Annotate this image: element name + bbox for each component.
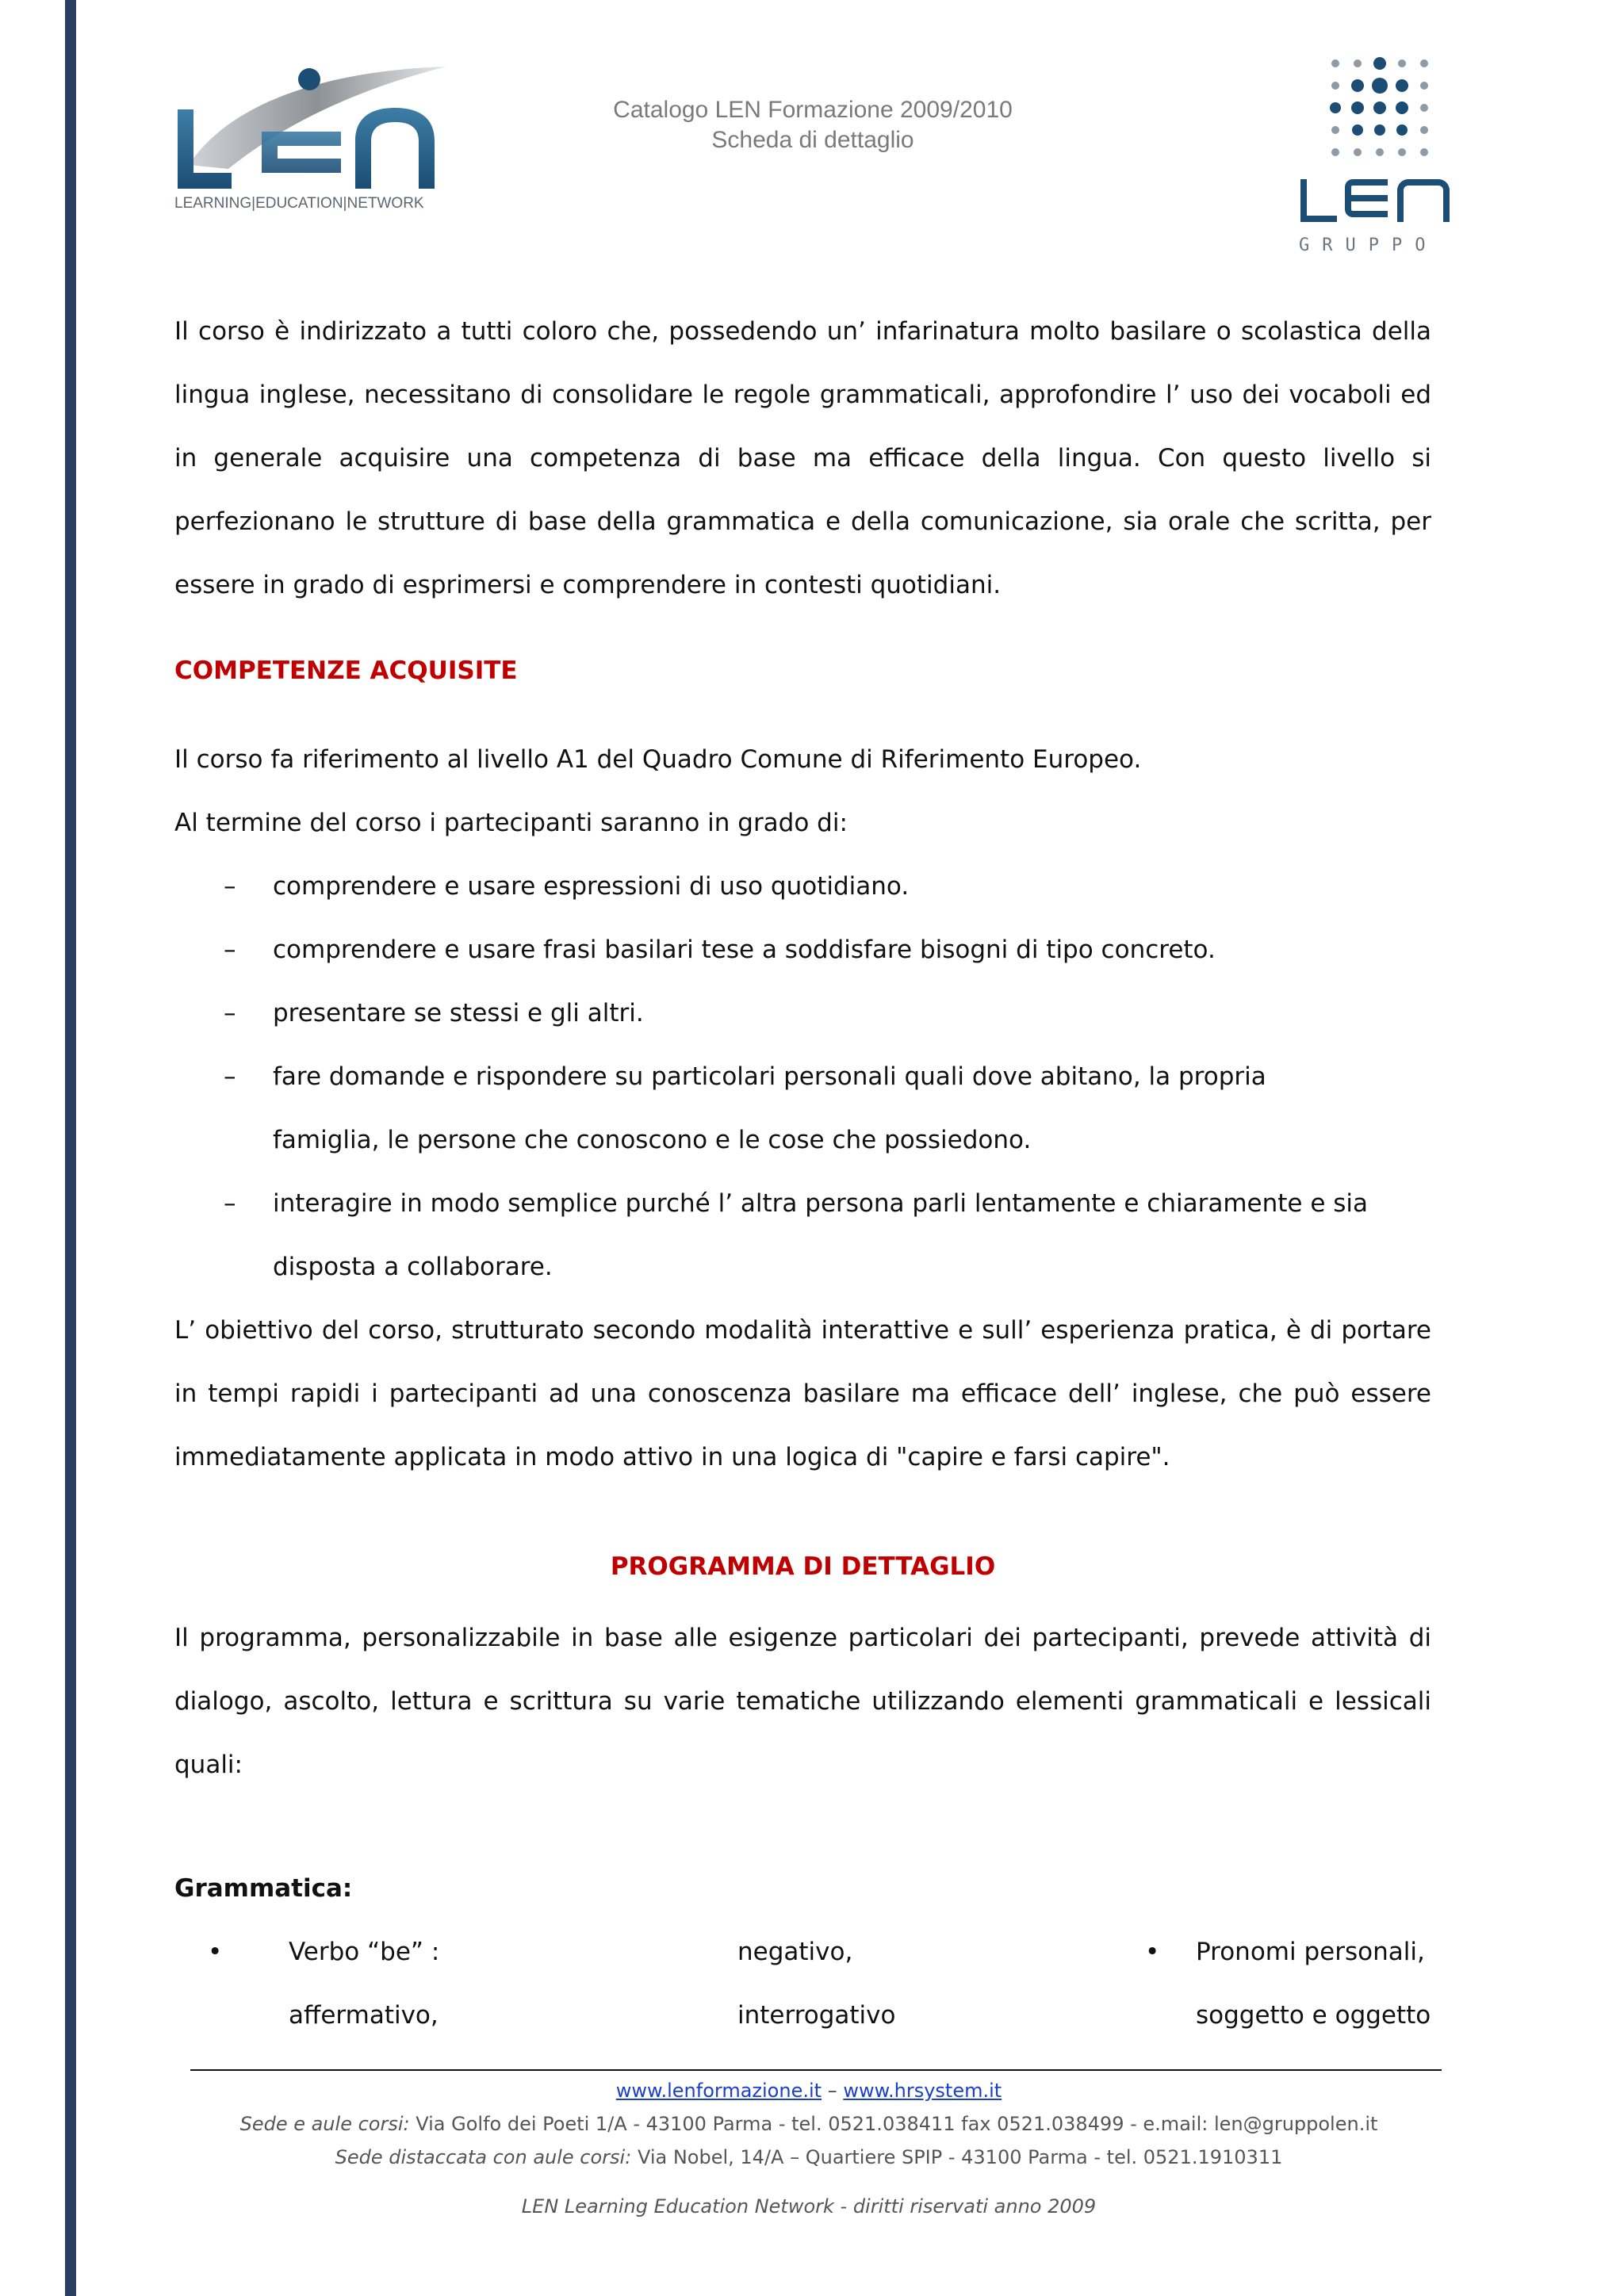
bullet-icon: • xyxy=(1145,1938,1160,1966)
catalog-subtitle: Scheda di dettaglio xyxy=(711,127,914,153)
competenze-heading: COMPETENZE ACQUISITE xyxy=(174,656,518,685)
list-item: – comprendere e usare espressioni di uso quotidiano. xyxy=(224,872,910,901)
copyright: LEN Learning Education Network - diritti riservati anno 2009 xyxy=(521,2195,1097,2218)
competenze-intro: Al termine del corso i partecipanti saranno in grado di: xyxy=(174,809,848,837)
footer-divider xyxy=(190,2069,1442,2071)
course-detail-content xyxy=(174,300,1431,2047)
sede-distaccata-line: Sede distaccata con aule corsi: Via Nobel, 14/A – Quartiere SPIP - 43100 Parma - tel. 0521.1910311 xyxy=(335,2146,1283,2168)
len-logo xyxy=(173,62,458,212)
obiettivo-paragraph: L’ obiettivo del corso, strutturato secondo modalità interattive e sull’ esperienza pratica, è di portare in tempi rapidi i partecipanti ad una conoscenza basilare ma efficace dell’ inglese, che può essere immediatamente applicata in modo attivo in una logica di "capire e farsi capire". xyxy=(174,1316,1431,1471)
intro-paragraph: Il corso è indirizzato a tutti coloro che, possedendo un’ infarinatura molto basilare o scolastica della lingua inglese, necessitano di consolidare le regole grammaticali, approfondire l’ uso dei vocaboli ed in generale acquisire una competenza di base ma efficace della lingua. Con questo livello si perfezionano le strutture di base della grammatica e della comunicazione, sia orale che scritta, per essere in grado di esprimersi e comprendere in contesti quotidiani. xyxy=(174,317,1431,599)
len-gruppo-sub: GRUPPO xyxy=(1299,235,1438,255)
page-footer: www.lenformazione.it – www.hrsystem.it Sede e aule corsi: Via Golfo dei Poeti 1/A - 43100 Parma - tel. 0521.038411 fax 0521.038499 - e.mail: len@gruppolen.it Sede distaccata con aule corsi: Via Nobel, 14/A – Quartiere SPIP - 43100 Parma - tel. 0521.1910311 LEN Learning Education Network - diritti riservati anno 2009 xyxy=(174,2074,1443,2223)
hrsystem-link[interactable]: www.hrsystem.it xyxy=(843,2080,1002,2102)
sede-line: Sede e aule corsi: Via Golfo dei Poeti 1/A - 43100 Parma - tel. 0521.038411 fax 0521.038499 - e.mail: len@gruppolen.it xyxy=(239,2113,1378,2135)
competenze-list xyxy=(174,855,1431,1299)
programma-paragraph: Il programma, personalizzabile in base alle esigenze particolari dei partecipanti, prevede attività di dialogo, ascolto, lettura e scrittura su varie tematiche utilizzando elementi grammaticali e lessicali quali: xyxy=(174,1624,1431,1779)
grammatica-col-2: negativo, interrogativo xyxy=(737,1938,896,2030)
list-item: – presentare se stessi e gli altri. xyxy=(224,999,644,1027)
grammatica-col-3: • Pronomi personali, soggetto e oggetto xyxy=(1129,1920,1431,2047)
list-item: – interagire in modo semplice purché l’ altra persona parli lentamente e chiaramente e sia disposta a collaborare. xyxy=(224,1189,1369,1281)
grammatica-label: Grammatica: xyxy=(174,1874,353,1903)
bullet-icon: • xyxy=(208,1938,223,1966)
lenformazione-link[interactable]: www.lenformazione.it xyxy=(615,2080,822,2102)
grammatica-col-1: • Verbo “be” : affermativo, xyxy=(239,1920,477,2047)
len-gruppo-logo xyxy=(1296,52,1473,258)
len-logo-tagline: LEARNING|EDUCATION|NETWORK xyxy=(174,195,424,212)
competenze-reference: Il corso fa riferimento al livello A1 del Quadro Comune di Riferimento Europeo. xyxy=(174,745,1142,774)
list-item: – comprendere e usare frasi basilari tese a soddisfare bisogni di tipo concreto. xyxy=(224,936,1216,964)
list-item: – fare domande e rispondere su particolari personali quali dove abitano, la propria famiglia, le persone che conoscono e le cose che possiedono. xyxy=(224,1062,1266,1154)
grammatica-columns xyxy=(174,1920,1431,2047)
programma-heading: PROGRAMMA DI DETTAGLIO xyxy=(610,1552,996,1581)
catalog-header xyxy=(508,95,1118,155)
catalog-title: Catalogo LEN Formazione 2009/2010 xyxy=(613,97,1013,123)
left-margin-bar xyxy=(65,0,76,2296)
